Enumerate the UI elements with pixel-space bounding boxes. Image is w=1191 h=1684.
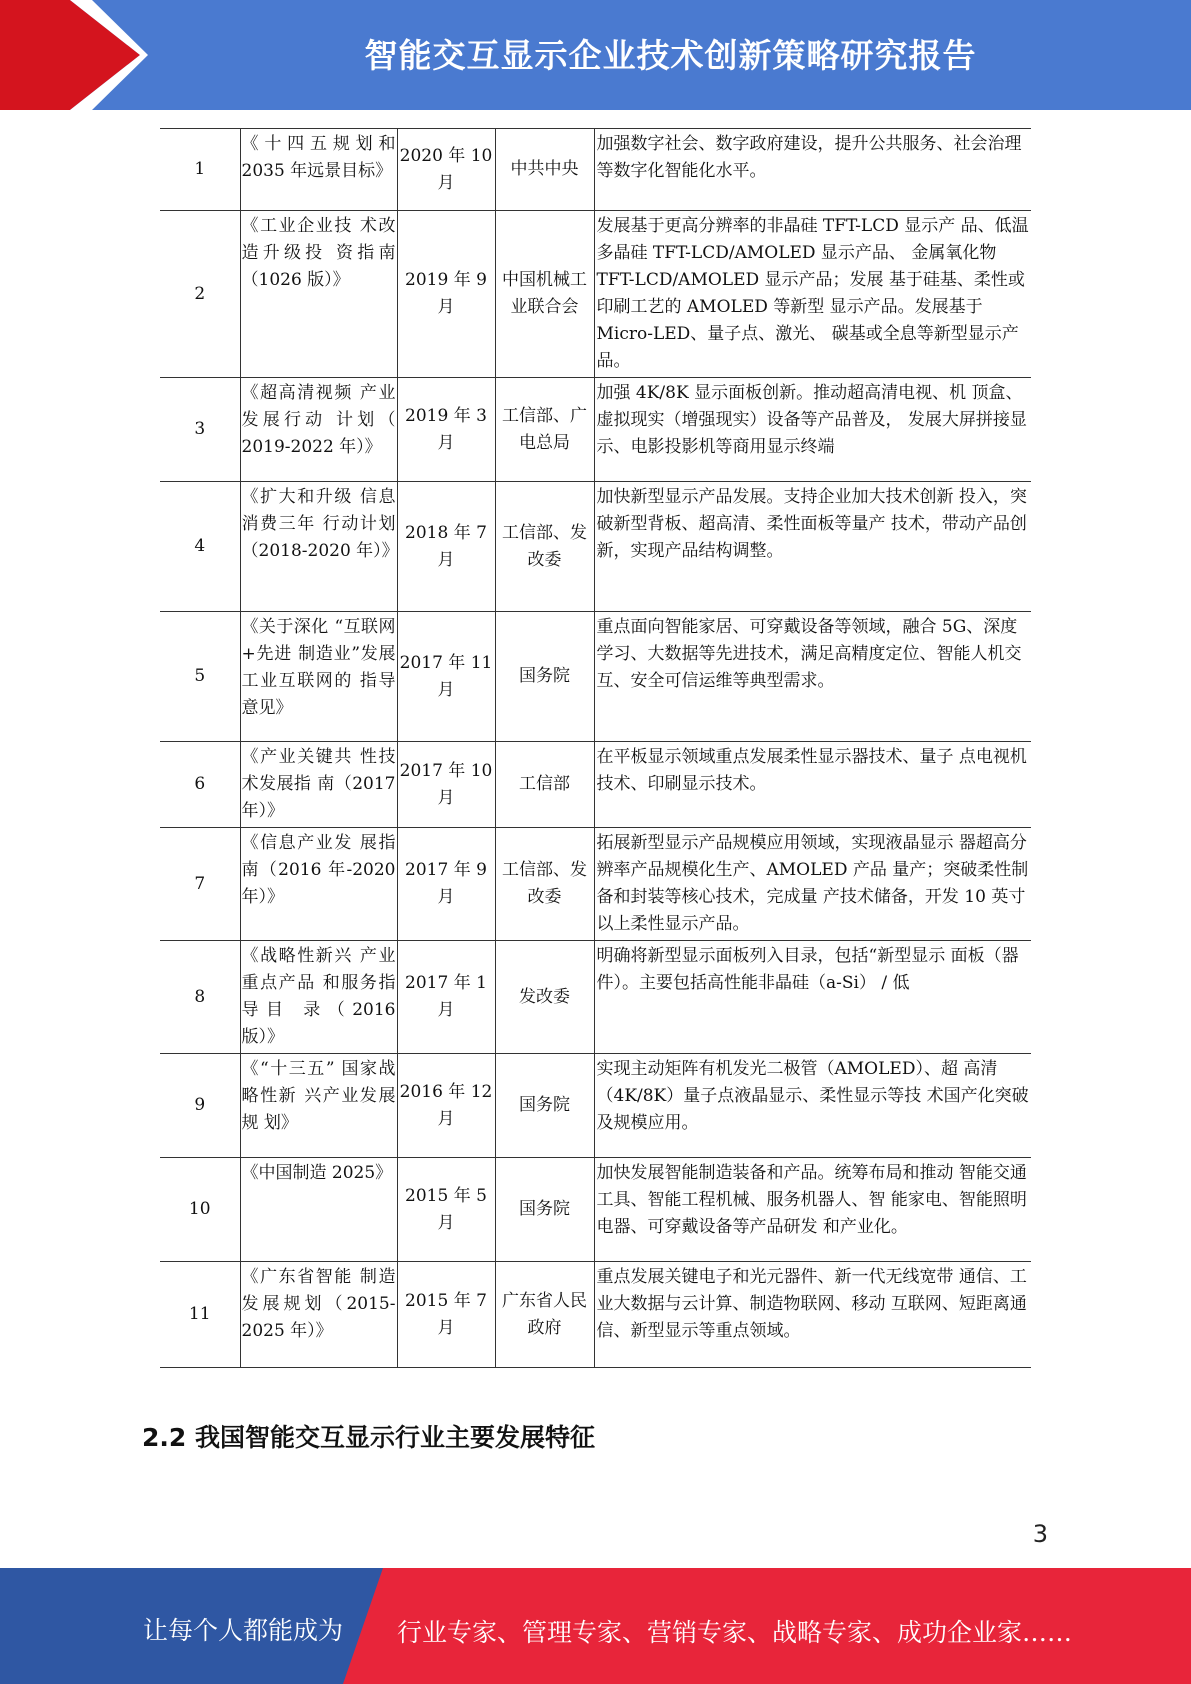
policy-name: 《工业企业技 术改造升级投 资指南（1026 版）》 [240, 211, 397, 378]
issuing-body: 工信部、发改委 [495, 482, 594, 612]
policy-content: 加强数字社会、数字政府建设，提升公共服务、社会治理等数字化智能化水平。 [594, 129, 1031, 211]
policy-name: 《“十三五” 国家战略性新 兴产业发展规 划》 [240, 1054, 397, 1158]
row-number: 8 [160, 941, 240, 1054]
policy-content: 加快新型显示产品发展。支持企业加大技术创新 投入，突破新型背板、超高清、柔性面板等量产 技术，带动产品创新，实现产品结构调整。 [594, 482, 1031, 612]
policy-content: 在平板显示领域重点发展柔性显示器技术、量子 点电视机技术、印刷显示技术。 [594, 742, 1031, 828]
policy-name: 《信息产业发 展指南（2016 年-2020 年）》 [240, 828, 397, 941]
row-number: 6 [160, 742, 240, 828]
policy-content: 拓展新型显示产品规模应用领域，实现液晶显示 器超高分辨率产品规模化生产、AMOLED 产品 量产；突破柔性制备和封装等核心技术，完成量 产技术储备，开发 10 英寸以上柔性显示产品。 [594, 828, 1031, 941]
row-number: 5 [160, 612, 240, 742]
row-number: 10 [160, 1158, 240, 1262]
footer-slogan-right: 行业专家、管理专家、营销专家、战略专家、成功企业家…… [397, 1618, 1073, 1647]
issue-date: 2020 年 10 月 [397, 129, 495, 211]
issue-date: 2019 年 9 月 [397, 211, 495, 378]
policy-content: 重点发展关键电子和光元器件、新一代无线宽带 通信、工业大数据与云计算、制造物联网、移动 互联网、短距离通信、新型显示等重点领域。 [594, 1262, 1031, 1368]
policy-content: 加强 4K/8K 显示面板创新。推动超高清电视、机 顶盒、虚拟现实（增强现实）设备等产品普及， 发展大屏拼接显示、电影投影机等商用显示终端 [594, 378, 1031, 482]
issuing-body: 发改委 [495, 941, 594, 1054]
page-header [0, 0, 1191, 110]
policy-table-body [160, 129, 1031, 1368]
policy-name: 《产业关键共 性技术发展指 南（2017 年）》 [240, 742, 397, 828]
table-row [160, 1158, 1031, 1262]
issuing-body: 工信部、发改委 [495, 828, 594, 941]
issuing-body: 中共中央 [495, 129, 594, 211]
row-number: 3 [160, 378, 240, 482]
policy-name: 《广东省智能 制造发展规划（2015-2025 年）》 [240, 1262, 397, 1368]
table-row [160, 742, 1031, 828]
issue-date: 2015 年 7 月 [397, 1262, 495, 1368]
issue-date: 2017 年 11 月 [397, 612, 495, 742]
row-number: 9 [160, 1054, 240, 1158]
table-row [160, 1262, 1031, 1368]
issue-date: 2019 年 3 月 [397, 378, 495, 482]
issue-date: 2017 年 10 月 [397, 742, 495, 828]
page-footer [0, 1568, 1191, 1684]
policy-name: 《关于深化 “互联网+先进 制造业”发展 工业互联网的 指导意见》 [240, 612, 397, 742]
table-row [160, 941, 1031, 1054]
policy-content: 明确将新型显示面板列入目录，包括“新型显示 面板（器件）。主要包括高性能非晶硅（a-Si） / 低 [594, 941, 1031, 1054]
issue-date: 2018 年 7 月 [397, 482, 495, 612]
table-row [160, 1054, 1031, 1158]
report-title: 智能交互显示企业技术创新策略研究报告 [364, 36, 977, 75]
policy-content: 加快发展智能制造装备和产品。统筹布局和推动 智能交通工具、智能工程机械、服务机器人、智 能家电、智能照明电器、可穿戴设备等产品研发 和产业化。 [594, 1158, 1031, 1262]
policy-table [160, 128, 1031, 1368]
footer-slogan-left: 让每个人都能成为 [143, 1616, 344, 1645]
policy-name: 《战略性新兴 产业重点产品 和服务指导目 录（2016 版）》 [240, 941, 397, 1054]
policy-name: 《中国制造 2025》 [240, 1158, 397, 1262]
issue-date: 2017 年 9 月 [397, 828, 495, 941]
row-number: 7 [160, 828, 240, 941]
policy-content: 重点面向智能家居、可穿戴设备等领域，融合 5G、深度学习、大数据等先进技术，满足高精度定位、智能人机交互、安全可信运维等典型需求。 [594, 612, 1031, 742]
issue-date: 2016 年 12 月 [397, 1054, 495, 1158]
issue-date: 2017 年 1 月 [397, 941, 495, 1054]
policy-name: 《十四五规划和 2035 年远景目标》 [240, 129, 397, 211]
policy-content: 实现主动矩阵有机发光二极管（AMOLED）、超 高清（4K/8K）量子点液晶显示、柔性显示等技 术国产化突破及规模应用。 [594, 1054, 1031, 1158]
table-row [160, 482, 1031, 612]
issuing-body: 工信部、广电总局 [495, 378, 594, 482]
table-row [160, 211, 1031, 378]
issuing-body: 工信部 [495, 742, 594, 828]
row-number: 11 [160, 1262, 240, 1368]
issuing-body: 国务院 [495, 1054, 594, 1158]
issuing-body: 国务院 [495, 1158, 594, 1262]
table-row [160, 378, 1031, 482]
policy-name: 《扩大和升级 信息消费三年 行动计划（2018-2020 年）》 [240, 482, 397, 612]
issuing-body: 广东省人民政府 [495, 1262, 594, 1368]
issue-date: 2015 年 5 月 [397, 1158, 495, 1262]
issuing-body: 国务院 [495, 612, 594, 742]
table-row [160, 828, 1031, 941]
table-row [160, 612, 1031, 742]
row-number: 2 [160, 211, 240, 378]
row-number: 4 [160, 482, 240, 612]
row-number: 1 [160, 129, 240, 211]
policy-content: 发展基于更高分辨率的非晶硅 TFT-LCD 显示产 品、低温多晶硅 TFT-LCD/AMOLED 显示产品、 金属氧化物 TFT-LCD/AMOLED 显示产品；发展 基于硅基、柔性或印刷工艺的 AMOLED 等新型 显示产品。发展基于 Micro-LED、量子点、激光、 碳基或全息等新型显示产品。 [594, 211, 1031, 378]
issuing-body: 中国机械工业联合会 [495, 211, 594, 378]
table-row [160, 129, 1031, 211]
section-heading: 2.2 我国智能交互显示行业主要发展特征 [142, 1423, 595, 1452]
header-arrow-icon [0, 0, 160, 110]
policy-name: 《超高清视频 产业发展行动 计划（ 2019-2022 年）》 [240, 378, 397, 482]
page-number: 3 [1032, 1520, 1048, 1548]
